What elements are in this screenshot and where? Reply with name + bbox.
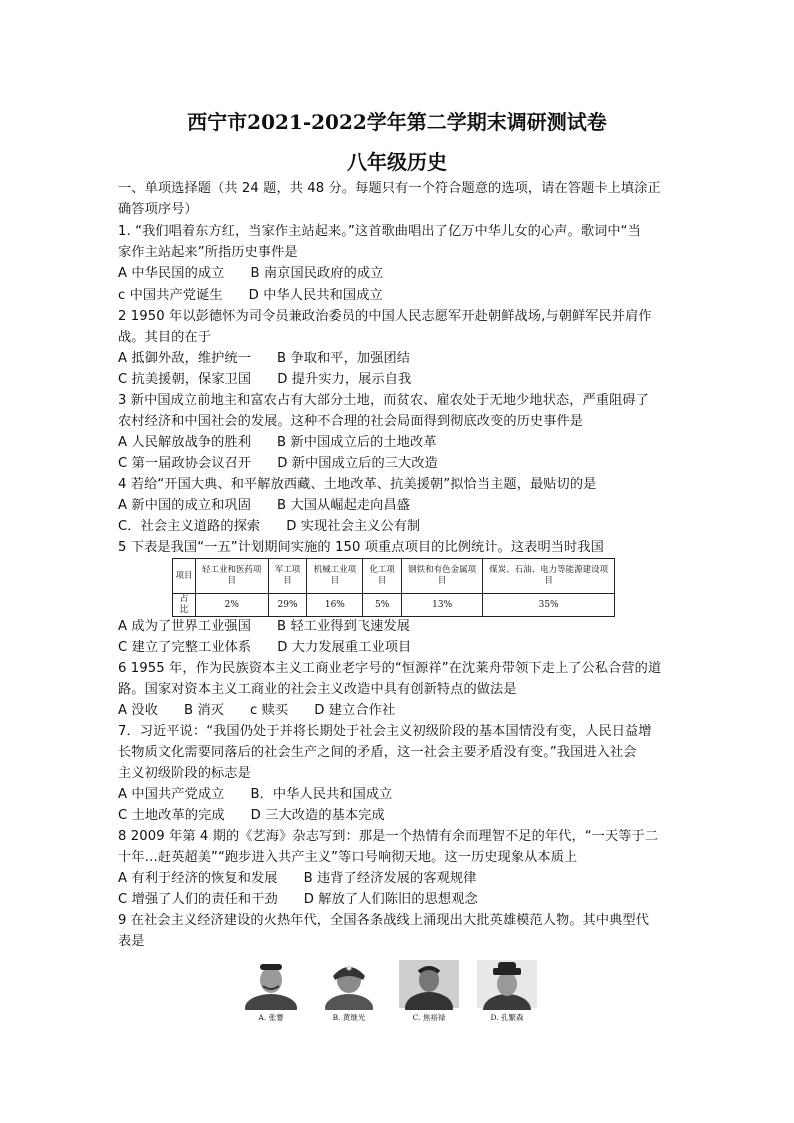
option-a: A 抵御外敌，维护统一 [118, 351, 251, 366]
question-3-options-row1 [118, 435, 437, 451]
table-header-cell: 项目 [173, 559, 196, 594]
option-a: A 人民解放战争的胜利 [118, 435, 251, 450]
portrait-d [472, 958, 542, 1023]
question-3-options-row2 [118, 456, 438, 472]
option-c: c 赎买 [250, 703, 289, 718]
option-c: C 土地改革的完成 [118, 808, 225, 823]
portrait-photo-icon [475, 958, 539, 1010]
question-3-stem-cont: 农村经济和中国社会的发展。这种不合理的社会局面得到彻底改变的历史事件是 [118, 414, 584, 429]
option-a: A 有利于经济的恢复和发展 [118, 871, 278, 886]
portrait-caption: B. 黄继光 [332, 1013, 366, 1022]
question-1-stem: 1. “我们唱着东方红，当家作主站起来。”这首歌曲唱出了亿万中华儿女的心声。歌词中“当 [118, 224, 641, 239]
question-7-options-row1 [118, 787, 392, 803]
portrait-photo-icon [397, 958, 461, 1010]
question-9-stem: 9 在社会主义经济建设的火热年代，全国各条战线上涌现出大批英雄模范人物。其中典型代 [118, 913, 649, 928]
portrait-caption: D. 孔繁森 [490, 1013, 524, 1022]
option-b: B 违背了经济发展的客观规律 [303, 871, 477, 886]
question-1-options-row1 [118, 266, 383, 282]
table-header-cell: 化工项目 [363, 559, 402, 594]
question-4-options-row2 [118, 519, 420, 535]
table-header-row [173, 559, 615, 594]
question-7-options-row2 [118, 808, 385, 824]
portrait-row [236, 958, 536, 1028]
question-7-stem-cont: 长物质文化需要同落后的社会生产之间的矛盾，这一社会主要矛盾没有变。”我国进入社会 [118, 745, 637, 760]
question-9-stem-cont: 表是 [118, 934, 145, 949]
question-6-options [118, 703, 395, 719]
option-b: B 大国从崛起走向昌盛 [277, 498, 411, 513]
option-a: A 中国共产党成立 [118, 787, 225, 802]
portrait-caption: A. 张謇 [258, 1013, 284, 1022]
option-b: B 南京国民政府的成立 [250, 266, 384, 281]
question-2-options-row2 [118, 372, 411, 388]
section-instructions: 一、单项选择题（共 24 题，共 48 分。每题只有一个符合题意的选项，请在答题卡上填涂正 [118, 181, 661, 196]
project-ratio-table [172, 558, 615, 617]
table-cell: 2% [195, 594, 268, 617]
question-3-stem: 3 新中国成立前地主和富农占有大部分土地，而贫农、雇农处于无地少地状态，严重阻碍了 [118, 393, 649, 408]
table-header-cell: 轻工业和医药项目 [195, 559, 268, 594]
portrait-photo-icon [317, 958, 381, 1010]
option-d: D 解放了人们陈旧的思想观念 [303, 892, 478, 907]
option-b: B 轻工业得到飞速发展 [277, 619, 411, 634]
option-a: A 新中国的成立和巩固 [118, 498, 251, 513]
portrait-photo-icon [239, 958, 303, 1010]
portrait-b [314, 958, 384, 1023]
table-cell: 29% [268, 594, 307, 617]
question-4-stem: 4 若给“开国大典、和平解放西藏、土地改革、抗美援朝”拟恰当主题，最贴切的是 [118, 477, 597, 492]
option-c: C 第一届政协会议召开 [118, 456, 252, 471]
option-c: C 抗美援朝，保家卫国 [118, 372, 252, 387]
portrait-a [236, 958, 306, 1023]
table-cell: 35% [483, 594, 615, 617]
question-6-stem: 6 1955 年，作为民族资本主义工商业老字号的“恒源祥”在沈莱舟带领下走上了公私合营的道 [118, 661, 662, 676]
table-cell: 16% [307, 594, 363, 617]
question-8-options-row1 [118, 871, 476, 887]
question-2-options-row1 [118, 351, 410, 367]
option-a: A 成为了世界工业强国 [118, 619, 251, 634]
option-d: D 建立合作社 [314, 703, 396, 718]
question-8-stem-cont: 十年…赶英超美”“跑步进入共产主义”等口号响彻天地。这一历史现象从本质上 [118, 850, 578, 865]
question-1-stem-cont: 家作主站起来”所指历史事件是 [118, 245, 298, 260]
option-a: A 没收 [118, 703, 158, 718]
question-2-stem: 2 1950 年以彭德怀为司令员兼政治委员的中国人民志愿军开赴朝鲜战场,与朝鲜军民并肩作 [118, 309, 652, 324]
option-d: D 中华人民共和国成立 [248, 288, 383, 303]
question-5-options-row1 [118, 619, 410, 635]
option-d: D 大力发展重工业项目 [277, 640, 412, 655]
question-1-options-row2 [118, 288, 383, 304]
page-subtitle: 八年级历史 [347, 150, 447, 174]
option-b: B．中华人民共和国成立 [250, 787, 393, 802]
option-c: C 增强了人们的责任和干劲 [118, 892, 278, 907]
option-b: B 争取和平，加强团结 [277, 351, 411, 366]
table-header-cell: 钢铁和有色金属项目 [402, 559, 483, 594]
table-header-cell: 军工项目 [268, 559, 307, 594]
option-d: D 实现社会主义公有制 [286, 519, 421, 534]
option-d: D 提升实力，展示自我 [277, 372, 412, 387]
question-8-options-row2 [118, 892, 478, 908]
option-c: c 中国共产党诞生 [118, 288, 223, 303]
option-a: A 中华民国的成立 [118, 266, 225, 281]
portrait-c [394, 958, 464, 1023]
question-4-options-row1 [118, 498, 410, 514]
question-5-options-row2 [118, 640, 411, 656]
table-header-cell: 机械工业项目 [307, 559, 363, 594]
option-c: C 建立了完整工业体系 [118, 640, 252, 655]
option-c: C．社会主义道路的探索 [118, 519, 261, 534]
table-cell: 5% [363, 594, 402, 617]
question-8-stem: 8 2009 年第 4 期的《艺海》杂志写到：那是一个热情有余而理智不足的年代，“一天等于二 [118, 829, 659, 844]
option-b: B 新中国成立后的土地改革 [277, 435, 437, 450]
question-7-stem-cont2: 主义初级阶段的标志是 [118, 766, 251, 781]
option-b: B 消灭 [184, 703, 225, 718]
table-row-label: 占比 [173, 594, 196, 617]
option-d: D 新中国成立后的三大改造 [277, 456, 438, 471]
question-7-stem: 7．习近平说：“我国仍处于并将长期处于社会主义初级阶段的基本国情没有变，人民日益增 [118, 724, 652, 739]
table-cell: 13% [402, 594, 483, 617]
section-instructions-cont: 确答项序号） [118, 202, 198, 217]
question-5-stem: 5 下表是我国“一五”计划期间实施的 150 项重点项目的比例统计。这表明当时我国 [118, 540, 604, 555]
portrait-caption: C. 焦裕禄 [412, 1013, 446, 1022]
option-d: D 三大改造的基本完成 [250, 808, 385, 823]
table-row [173, 594, 615, 617]
question-2-stem-cont: 战。其目的在于 [118, 330, 212, 345]
table-header-cell: 煤炭、石油、电力等能源建设项目 [483, 559, 615, 594]
question-6-stem-cont: 路。国家对资本主义工商业的社会主义改造中具有创新特点的做法是 [118, 682, 517, 697]
page-title: 西宁市2021-2022学年第二学期末调研测试卷 [187, 110, 607, 134]
